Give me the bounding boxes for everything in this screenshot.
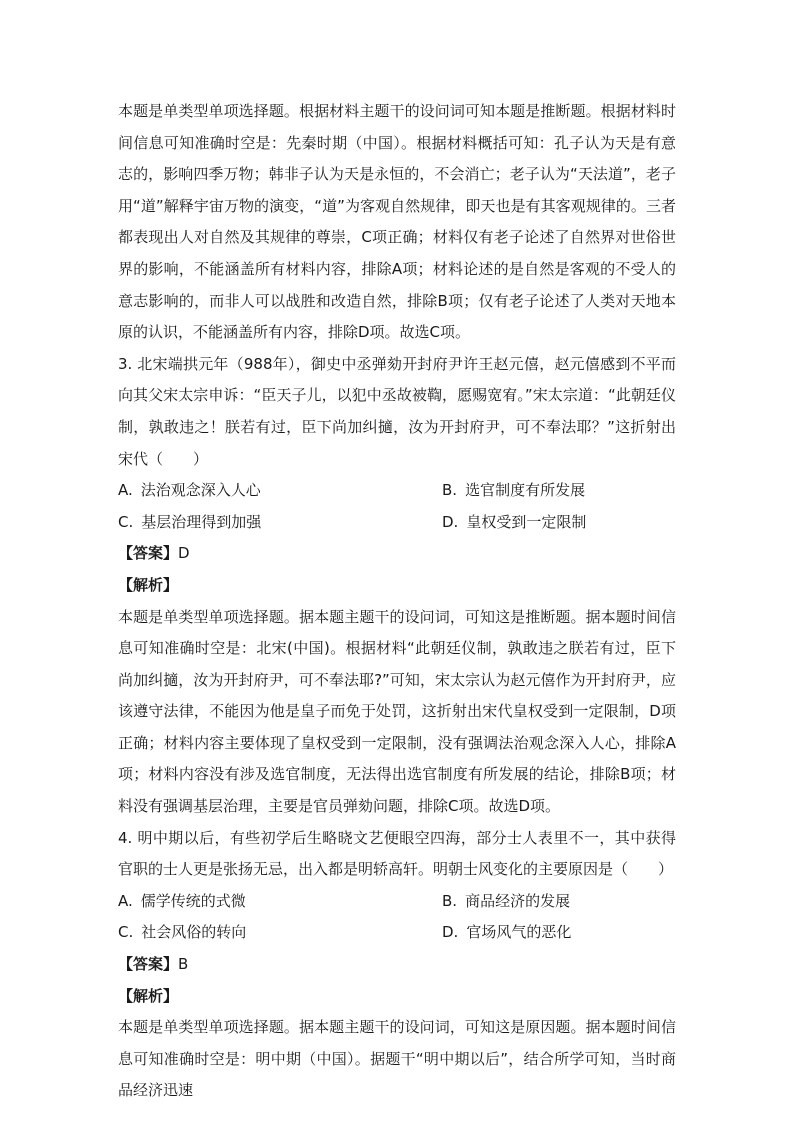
q3-analysis-text: 本题是单类型单项选择题。据本题主题干的设问词，可知这是推断题。据本题时间信息可知准确时空是：北宋(中国)。根据材料“此朝廷仪制，孰敢违之朕若有过，臣下尚加纠擿，汝为开封府尹，可不奉法耶?”可知，宋太宗认为赵元僖作为开封府尹，应该遵守法律，不能因为他是皇子而免于处罚，这折射出宋代皇权受到一定限制，D项正确；材料内容主要体现了皇权受到一定限制，没有强调法治观念深入人心，排除A项；材料内容没有涉及选官制度，无法得出选官制度有所发展的结论，排除B项；材料没有强调基层治理，主要是官员弹劾问题，排除C项。故选D项。	[118, 607, 676, 816]
q3-option-a: A. 法治观念深入人心	[118, 481, 261, 500]
q3-analysis-label: 【解析】	[118, 575, 179, 594]
q3-options	[118, 475, 676, 538]
q3-answer: 【答案】D	[118, 544, 190, 563]
q4-analysis-label: 【解析】	[118, 986, 179, 1005]
q4-option-b: B. 商品经济的发展	[442, 891, 571, 910]
q3-option-d: D. 皇权受到一定限制	[442, 512, 587, 531]
q4-option-c: C. 社会风俗的转向	[118, 923, 247, 942]
document-page	[118, 96, 676, 1107]
q2-analysis-text: 本题是单类型单项选择题。根据材料主题干的设问词可知本题是推断题。根据材料时间信息可知准确时空是：先秦时期（中国）。根据材料概括可知：孔子认为天是有意志的，影响四季万物；韩非子认为天是永恒的，不会消亡；老子认为“天法道”，老子用“道”解释宇宙万物的演变，“道”为客观自然规律，即天也是有其客观规律的。三者都表现出人对自然及其规律的尊崇，C项正确；材料仅有老子论述了自然界对世俗世界的影响，不能涵盖所有材料内容，排除A项；材料论述的是自然是客观的不受人的意志影响的，而非人可以战胜和改造自然，排除B项；仅有老子论述了人类对天地本原的认识，不能涵盖所有内容，排除D项。故选C项。	[118, 102, 676, 342]
q4-analysis-text: 本题是单类型单项选择题。据本题主题干的设问词，可知这是原因题。据本题时间信息可知准确时空是：明中期（中国）。据题干“明中期以后”，结合所学可知，当时商品经济迅速	[118, 1018, 676, 1100]
q3-option-b: B. 选官制度有所发展	[442, 481, 586, 500]
q3-stem: 3. 北宋端拱元年（988年），御史中丞弹劾开封府尹许王赵元僖，赵元僖感到不平而向其父宋太宗申诉：“臣天子儿，以犯中丞故被鞫，愿赐宽宥。”宋太宗道：“此朝廷仪制，孰敢违之！朕若有过，臣下尚加纠擿，汝为开封府尹，可不奉法耶？”这折射出宋代（ ）	[118, 354, 676, 468]
q4-option-a: A. 儒学传统的式微	[118, 891, 246, 910]
q4-stem: 4. 明中期以后，有些初学后生略晓文艺便眼空四海，部分士人表里不一，其中获得官职的士人更是张扬无忌，出入都是明轿高轩。明朝士风变化的主要原因是（ ）	[118, 828, 676, 879]
q4-option-d: D. 官场风气的恶化	[442, 923, 572, 942]
q3-option-c: C. 基层治理得到加强	[118, 512, 262, 531]
q4-answer: 【答案】B	[118, 955, 189, 974]
q4-options	[118, 886, 676, 949]
